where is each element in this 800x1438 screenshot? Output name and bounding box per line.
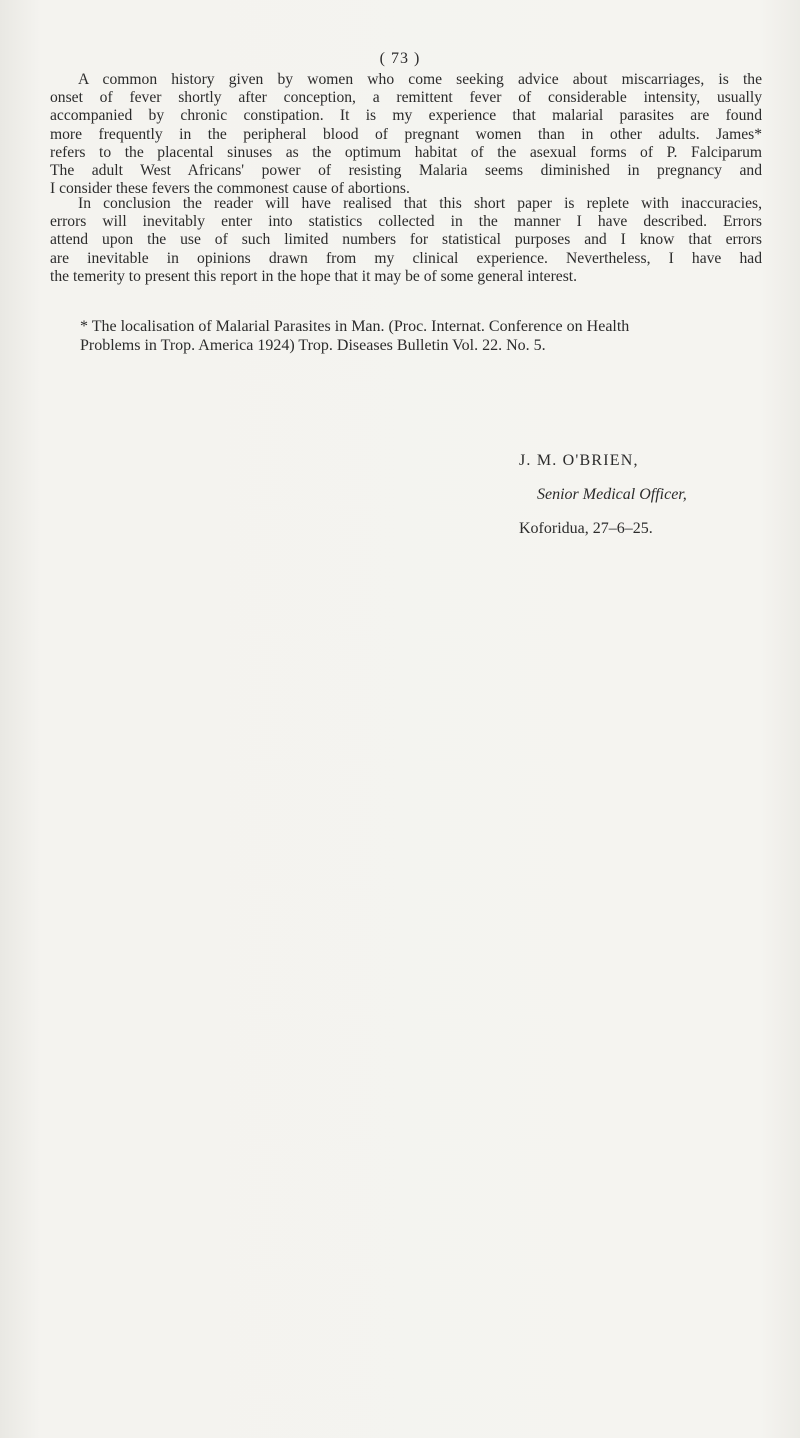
text-line: The adult West Africans' power of resisting Malaria seems diminished in pregnancy and bbox=[50, 162, 762, 180]
text-line: errors will inevitably enter into statistics collected in the manner I have described. Errors bbox=[50, 213, 762, 231]
text-line: are inevitable in opinions drawn from my clinical experience. Nevertheless, I have had bbox=[50, 249, 762, 267]
paragraph-conclusion bbox=[50, 195, 762, 286]
place-date: Koforidua, 27–6–25. bbox=[519, 520, 653, 537]
text-line: more frequently in the peripheral blood of pregnant women than in other adults. James* bbox=[50, 125, 762, 143]
footnote-line: Problems in Trop. America 1924) Trop. Diseases Bulletin Vol. 22. No. 5. bbox=[80, 337, 546, 354]
text-line: In conclusion the reader will have realised that this short paper is replete with inaccuracies, bbox=[78, 195, 762, 212]
text-line: A common history given by women who come seeking advice about miscarriages, is the bbox=[78, 71, 762, 88]
text-line: I consider these fevers the commonest cause of abortions. bbox=[50, 180, 410, 198]
signature-block bbox=[519, 451, 687, 539]
text-line: accompanied by chronic constipation. It is my experience that malarial parasites are found bbox=[50, 107, 762, 125]
text-line: the temerity to present this report in the hope that it may be of some general interest. bbox=[50, 267, 577, 285]
text-line: refers to the placental sinuses as the optimum habitat of the asexual forms of P. Falciparum bbox=[50, 143, 762, 161]
paragraph-miscarriages bbox=[50, 71, 762, 198]
footnote bbox=[80, 317, 760, 355]
text-line: attend upon the use of such limited numbers for statistical purposes and I know that errors bbox=[50, 231, 762, 249]
page-number: ( 73 ) bbox=[379, 50, 421, 67]
author-title: Senior Medical Officer, bbox=[537, 486, 687, 503]
text-line: onset of fever shortly after conception, a remittent fever of considerable intensity, usually bbox=[50, 89, 762, 107]
author-name: J. M. O'BRIEN, bbox=[519, 452, 639, 469]
footnote-line: * The localisation of Malarial Parasites in Man. (Proc. Internat. Conference on Health bbox=[80, 318, 630, 335]
